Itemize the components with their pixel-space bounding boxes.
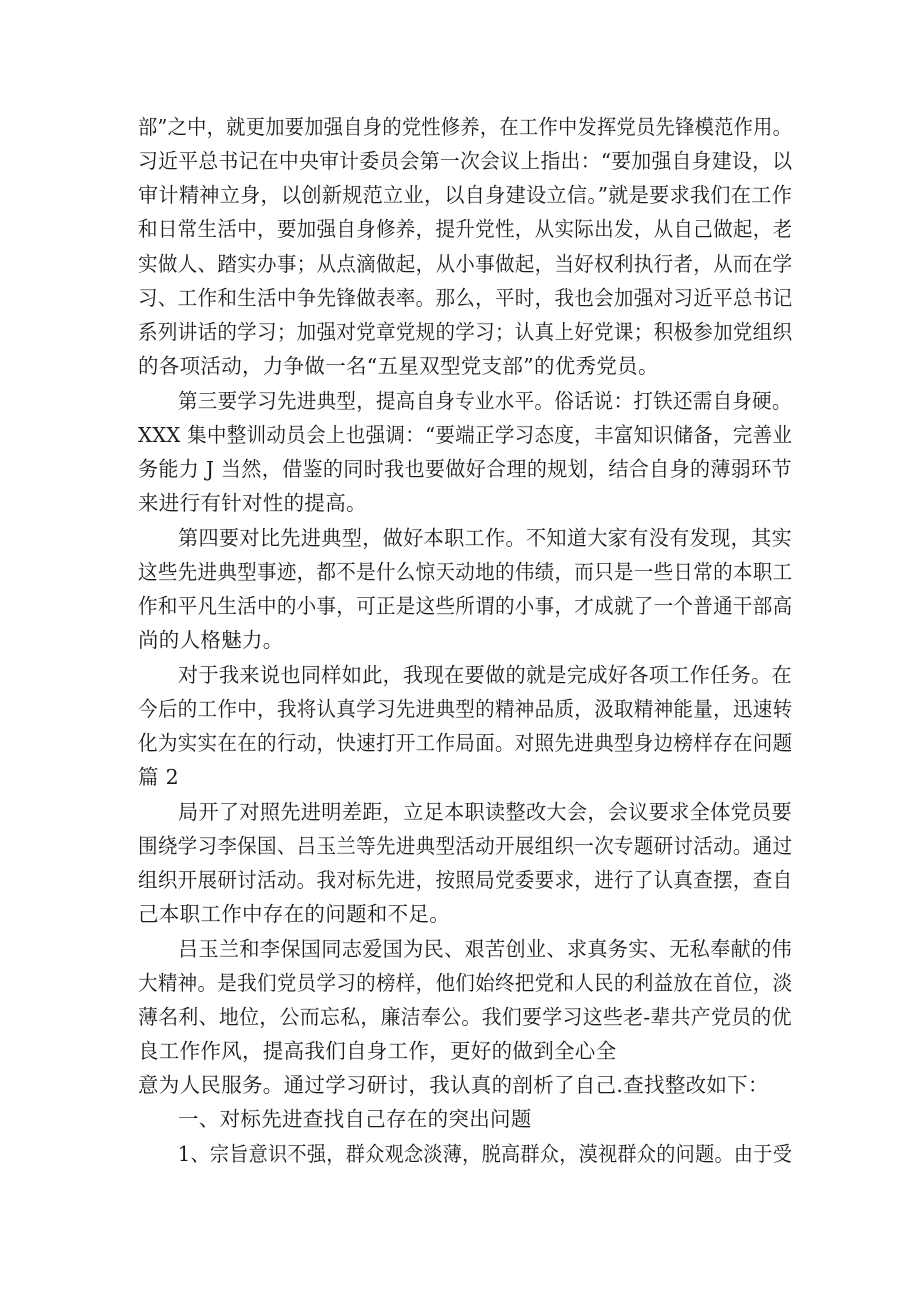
text-line: 良工作作风，提高我们自身工作，更好的做到全心全 (138, 1039, 617, 1063)
text-line: 薄名利、地位，公而忘私，廉洁奉公。我们要学习这些老-辈共产党员的优 (138, 1005, 792, 1029)
text-line: 己本职工作中存在的问题和不足。 (138, 902, 450, 926)
text-line: 篇 2 (138, 765, 179, 789)
section-heading: 一、对标先进查找自己存在的突出问题 (178, 1107, 532, 1131)
text-line: 化为实实在在的行动，快速打开工作局面。对照先进典型身边榜样存在问题 (138, 731, 793, 755)
text-line: 尚的人格魅力。 (138, 628, 284, 652)
text-line: 大精神。是我们党员学习的榜样，他们始终把党和人民的利益放在首位，淡 (138, 971, 793, 995)
text-line: 作和平凡生活中的小事，可正是这些所谓的小事，才成就了一个普通干部高 (138, 594, 793, 618)
paragraph-start: 局开了对照先进明差距，立足本职读整改大会，会议要求全体党员要 (178, 800, 793, 824)
text-line: 部”之中，就更加要加强自身的党性修养，在工作中发挥党员先锋模范作用。 (138, 115, 793, 139)
text-line: 这些先进典型事迹，都不是什么惊天动地的伟绩，而只是一些日常的本职工 (138, 560, 793, 584)
text-line: 务能力 J 当然，借鉴的同时我也要做好合理的规划，结合自身的薄弱环节 (138, 457, 792, 481)
text-line: XXX 集中整训动员会上也强调：“要端正学习态度，丰富知识储备，完善业 (138, 423, 793, 447)
text-line: 习近平总书记在中央审计委员会第一次会议上指出：“要加强自身建设，以 (138, 149, 793, 173)
text-line: 的各项活动，力争做一名“五星双型党支部”的优秀党员。 (138, 354, 659, 378)
text-line: 围绕学习李保国、吕玉兰等先进典型活动开展组织一次专题研讨活动。通过 (138, 834, 793, 858)
text-line: 实做人、踏实办事；从点滴做起，从小事做起，当好权利执行者，从而在学 (138, 252, 793, 276)
paragraph-start: 对于我来说也同样如此，我现在要做的就是完成好各项工作任务。在 (178, 663, 793, 687)
paragraph-start: 吕玉兰和李保国同志爱国为民、艰苦创业、求真务实、无私奉献的伟 (178, 937, 793, 961)
paragraph-start: 第三要学习先进典型，提高自身专业水平。俗话说：打铁还需自身硬。 (178, 389, 792, 413)
text-line: 习、工作和生活中争先锋做表率。那么，平时，我也会加强对习近平总书记 (138, 286, 793, 310)
text-line: 和日常生活中，要加强自身修养，提升党性，从实际出发，从自己做起，老 (138, 217, 793, 241)
text-line: 审计精神立身，以创新规范立业，以自身建设立信。”就是要求我们在工作 (138, 183, 793, 207)
text-line: 今后的工作中，我将认真学习先进典型的精神品质，汲取精神能量，迅速转 (138, 697, 793, 721)
text-line: 组织开展研讨活动。我对标先进，按照局党委要求，进行了认真查摆，查自 (138, 868, 793, 892)
text-line: 系列讲话的学习；加强对党章党规的学习；认真上好党课；积极参加党组织 (138, 320, 793, 344)
text-line: 意为人民服务。通过学习研讨，我认真的剖析了自己.查找整改如下： (138, 1073, 769, 1097)
text-line: 来进行有针对性的提高。 (138, 491, 367, 515)
paragraph-start: 第四要对比先进典型，做好本职工作。不知道大家有没有发现，其实 (178, 526, 793, 550)
paragraph-start: 1、宗旨意识不强，群众观念淡薄，脱高群众，漠视群众的问题。由于受 (178, 1142, 793, 1166)
